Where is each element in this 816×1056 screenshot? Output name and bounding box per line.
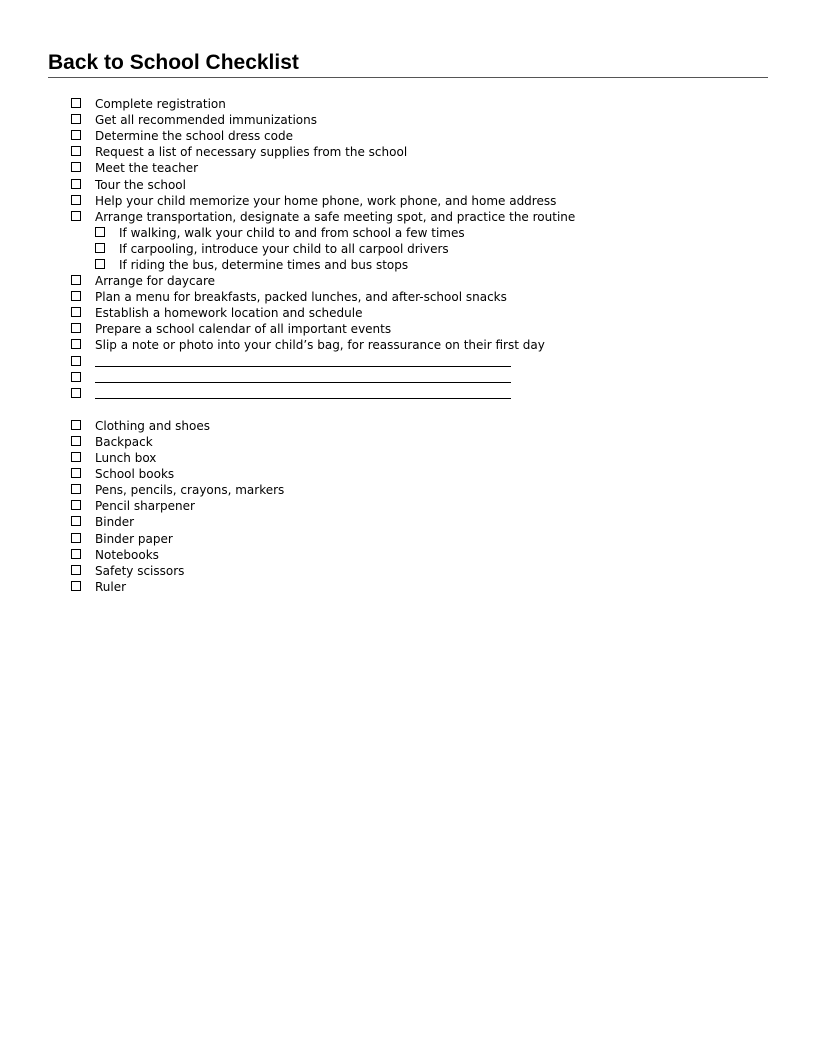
checkbox[interactable]: [71, 98, 81, 108]
supply-item[interactable]: [71, 434, 771, 450]
checklist: [71, 96, 771, 595]
supply-item[interactable]: [71, 450, 771, 466]
item-label: Pencil sharpener: [95, 499, 195, 514]
blank-checklist-item[interactable]: [71, 386, 771, 402]
item-label: Arrange transportation, designate a safe meeting spot, and practice the routine: [95, 209, 576, 224]
section-spacer: [71, 402, 771, 418]
checkbox[interactable]: [71, 484, 81, 494]
item-label: Slip a note or photo into your child’s bag, for reassurance on their first day: [95, 338, 545, 353]
checkbox[interactable]: [71, 323, 81, 333]
checkbox[interactable]: [71, 356, 81, 366]
checkbox[interactable]: [71, 565, 81, 575]
item-label: Prepare a school calendar of all important events: [95, 322, 392, 337]
checkbox[interactable]: [71, 516, 81, 526]
supply-item[interactable]: [71, 482, 771, 498]
item-label: Safety scissors: [95, 563, 185, 578]
blank-checklist-item[interactable]: [71, 354, 771, 370]
checkbox[interactable]: [71, 339, 81, 349]
supply-item[interactable]: [71, 579, 771, 595]
checkbox[interactable]: [71, 195, 81, 205]
item-label: School books: [95, 467, 175, 482]
checkbox[interactable]: [71, 275, 81, 285]
checkbox[interactable]: [71, 211, 81, 221]
checklist-item[interactable]: [71, 289, 771, 305]
item-label: Ruler: [95, 579, 127, 594]
write-in-line[interactable]: [95, 398, 511, 399]
supply-item[interactable]: [71, 531, 771, 547]
checklist-item[interactable]: [71, 273, 771, 289]
checkbox[interactable]: [71, 500, 81, 510]
checklist-subitem[interactable]: [71, 225, 771, 241]
checklist-item[interactable]: [71, 96, 771, 112]
checkbox[interactable]: [71, 549, 81, 559]
item-label: Complete registration: [95, 97, 226, 112]
item-label: Notebooks: [95, 547, 159, 562]
checkbox[interactable]: [71, 436, 81, 446]
supply-item[interactable]: [71, 547, 771, 563]
item-label: Determine the school dress code: [95, 129, 293, 144]
checkbox[interactable]: [71, 291, 81, 301]
checklist-item[interactable]: [71, 112, 771, 128]
checkbox[interactable]: [71, 146, 81, 156]
checkbox[interactable]: [71, 307, 81, 317]
checkbox[interactable]: [95, 243, 105, 253]
checkbox[interactable]: [71, 162, 81, 172]
item-label: Request a list of necessary supplies from the school: [95, 145, 408, 160]
checkbox[interactable]: [71, 581, 81, 591]
item-label: Binder: [95, 515, 135, 530]
write-in-line[interactable]: [95, 382, 511, 383]
item-label: Clothing and shoes: [95, 418, 210, 433]
item-label: If walking, walk your child to and from school a few times: [119, 225, 465, 240]
checkbox[interactable]: [71, 452, 81, 462]
checkbox[interactable]: [71, 114, 81, 124]
title-divider: [48, 77, 768, 78]
checklist-item[interactable]: [71, 337, 771, 353]
checklist-item[interactable]: [71, 176, 771, 192]
checkbox[interactable]: [71, 130, 81, 140]
checklist-item[interactable]: [71, 144, 771, 160]
checkbox[interactable]: [71, 468, 81, 478]
checklist-item[interactable]: [71, 128, 771, 144]
item-label: Get all recommended immunizations: [95, 113, 317, 128]
checklist-item[interactable]: [71, 305, 771, 321]
item-label: Help your child memorize your home phone, work phone, and home address: [95, 193, 557, 208]
item-label: Establish a homework location and schedule: [95, 306, 363, 321]
item-label: If carpooling, introduce your child to all carpool drivers: [119, 241, 449, 256]
checklist-item[interactable]: [71, 193, 771, 209]
checklist-item[interactable]: [71, 209, 771, 225]
item-label: Tour the school: [95, 177, 186, 192]
checkbox[interactable]: [71, 372, 81, 382]
checklist-item[interactable]: [71, 160, 771, 176]
item-label: Backpack: [95, 435, 153, 450]
item-label: Binder paper: [95, 531, 173, 546]
item-label: Lunch box: [95, 451, 157, 466]
checkbox[interactable]: [71, 179, 81, 189]
supply-item[interactable]: [71, 563, 771, 579]
supply-item[interactable]: [71, 466, 771, 482]
checklist-subitem[interactable]: [71, 241, 771, 257]
supply-item[interactable]: [71, 514, 771, 530]
blank-checklist-item[interactable]: [71, 370, 771, 386]
item-label: Plan a menu for breakfasts, packed lunches, and after-school snacks: [95, 290, 507, 305]
checkbox[interactable]: [95, 227, 105, 237]
item-label: Arrange for daycare: [95, 274, 216, 289]
checkbox[interactable]: [71, 533, 81, 543]
checkbox[interactable]: [71, 388, 81, 398]
page-title: Back to School Checklist: [48, 51, 299, 74]
write-in-line[interactable]: [95, 366, 511, 367]
item-label: If riding the bus, determine times and bus stops: [119, 257, 409, 272]
item-label: Meet the teacher: [95, 161, 199, 176]
supply-item[interactable]: [71, 418, 771, 434]
checklist-subitem[interactable]: [71, 257, 771, 273]
checkbox[interactable]: [95, 259, 105, 269]
checkbox[interactable]: [71, 420, 81, 430]
item-label: Pens, pencils, crayons, markers: [95, 483, 285, 498]
checklist-item[interactable]: [71, 321, 771, 337]
supply-item[interactable]: [71, 498, 771, 514]
